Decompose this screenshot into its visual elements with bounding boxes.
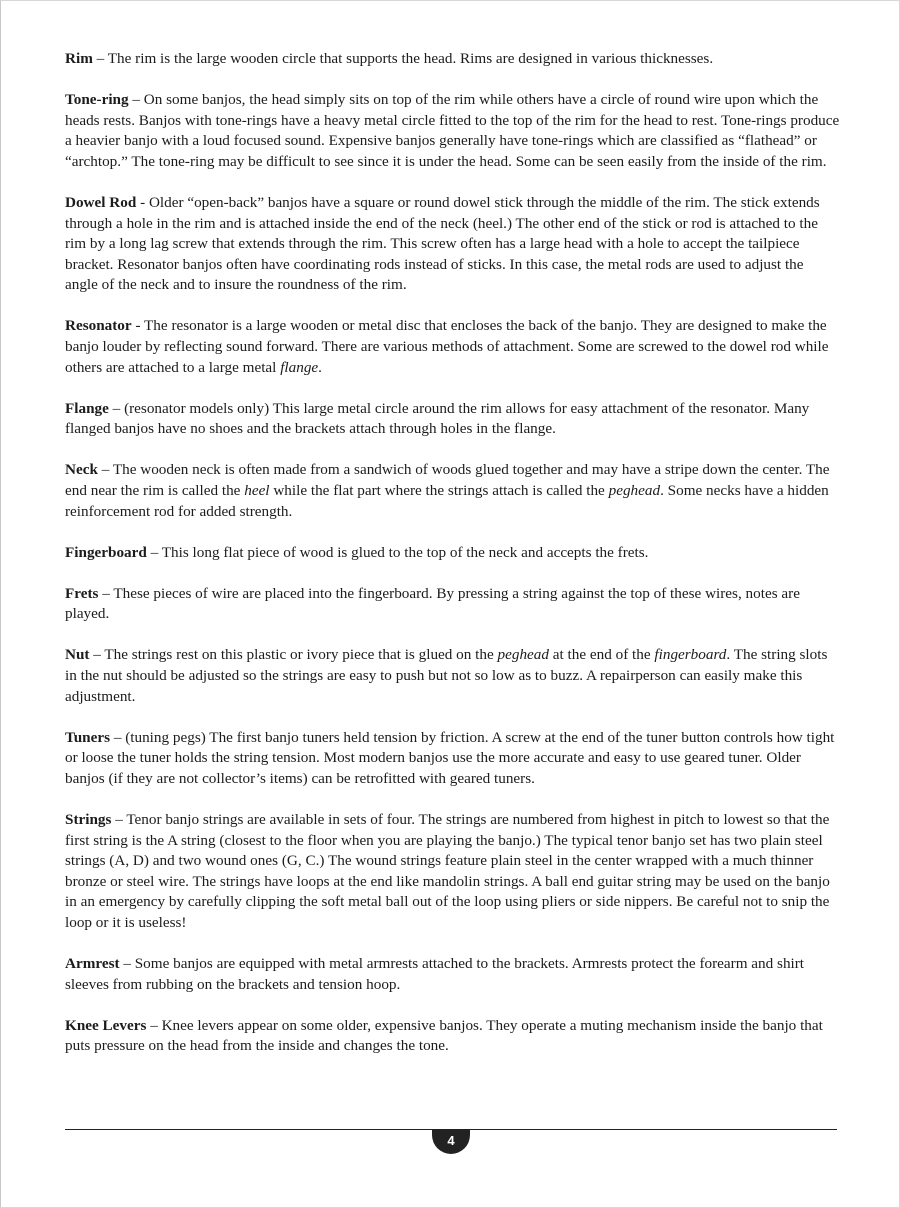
glossary-entry (65, 193, 840, 296)
definition-text: – The wooden neck is often made from a sandwich of woods glued together and may have a stripe down the center. The end near the rim is called the (65, 461, 830, 499)
glossary-entry (65, 49, 840, 70)
glossary-term: Dowel Rod (65, 193, 137, 211)
definition-text: – Tenor banjo strings are available in sets of four. The strings are numbered from highest in pitch to lowest so that the first string is the A string (closest to the floor when you are playing the banjo.) The typical tenor banjo set has two plain steel strings (A, D) and two wound ones (G, C.) The wound strings feature plain steel in the center wrapped with a much thinner bronze or steel wire. The strings have loops at the end like mandolin strings. A ball end guitar string may be used on the banjo in an emergency by carefully clipping the soft metal ball out of the loop using pliers or side nippers. Be careful not to snip the loop or it is useless! (65, 811, 830, 931)
definition-text: . Some necks have a hidden reinforcement rod for added strength. (65, 482, 829, 520)
glossary-term: Knee Levers (65, 1016, 147, 1034)
glossary-entry (65, 584, 840, 625)
definition-text: - The resonator is a large wooden or metal disc that encloses the back of the banjo. They are designed to make the banjo louder by reflecting sound forward. There are various methods of attachment. Some are screwed to the dowel rod while others are attached to a large metal (65, 317, 829, 376)
glossary-entry (65, 728, 840, 790)
definition-text: – The rim is the large wooden circle that supports the head. Rims are designed in various thicknesses. (92, 50, 714, 67)
glossary-entry (65, 316, 840, 378)
glossary-entry (65, 810, 840, 934)
glossary-term: Nut (65, 646, 90, 664)
glossary-entry (65, 460, 840, 522)
glossary-term: Flange (65, 399, 109, 417)
definition-text: . (318, 358, 322, 376)
glossary-term: Tone-ring (65, 91, 129, 109)
definition-text: – This long flat piece of wood is glued to the top of the neck and accepts the frets. (146, 543, 649, 561)
glossary-term: Strings (65, 811, 112, 829)
glossary-entry (65, 645, 840, 707)
glossary-term: Rim (65, 50, 93, 67)
glossary-body (65, 49, 840, 1077)
glossary-entry (65, 543, 840, 564)
definition-text: – The strings rest on this plastic or ivory piece that is glued on the (89, 646, 498, 664)
italic-term-reference: heel (244, 482, 270, 499)
glossary-entry (65, 399, 840, 440)
definition-text: – On some banjos, the head simply sits on top of the rim while others have a circle of round wire upon which the heads rests. Banjos with tone-rings have a heavy metal circle fitted to the top of the rim for the head to rest. Tone-rings produce a heavier banjo with a loud focused sound. Expensive banjos generally have tone-rings which are classified as “flathead” or “archtop.” The tone-ring may be difficult to see since it is under the head. Some can be seen easily from the inside of the rim. (65, 91, 840, 170)
page-number-tab: 4 (432, 1129, 470, 1154)
glossary-term: Tuners (65, 728, 111, 746)
definition-text: – These pieces of wire are placed into the fingerboard. By pressing a string against the top of these wires, notes are played. (65, 584, 800, 623)
glossary-term: Neck (65, 461, 98, 479)
glossary-term: Frets (65, 584, 99, 602)
definition-text: while the flat part where the strings attach is called the (269, 482, 609, 499)
definition-text: – Knee levers appear on some older, expensive banjos. They operate a muting mechanism inside the banjo that puts pressure on the head from the inside and changes the tone. (65, 1016, 823, 1055)
glossary-entry (65, 90, 840, 172)
italic-term-reference: peghead (608, 482, 661, 499)
glossary-term: Fingerboard (65, 543, 147, 561)
definition-text: – (tuning pegs) The first banjo tuners held tension by friction. A screw at the end of the tuner button controls how tight or loose the tuner holds the string tension. Most modern banjos use the more accurate and easy to use geared tuner. Older banjos (if they are not collector’s items) can be retrofitted with geared tuners. (65, 728, 835, 787)
glossary-term: Resonator (65, 317, 132, 335)
glossary-entry (65, 1016, 840, 1057)
definition-text: . The string slots in the nut should be adjusted so the strings are easy to push but not so low as to buzz. A repairperson can easily make this adjustment. (65, 646, 828, 705)
italic-term-reference: fingerboard (654, 646, 727, 664)
definition-text: – (resonator models only) This large metal circle around the rim allows for easy attachment of the resonator. Many flanged banjos have no shoes and the brackets attach through holes in the flange. (65, 399, 810, 438)
definition-text: – Some banjos are equipped with metal armrests attached to the brackets. Armrests protect the forearm and shirt sleeves from rubbing on the brackets and tension hoop. (65, 955, 805, 993)
italic-term-reference: peghead (497, 646, 549, 664)
page-footer (65, 1129, 837, 1155)
glossary-entry (65, 954, 840, 995)
definition-text: at the end of the (548, 646, 655, 664)
glossary-term: Armrest (65, 955, 120, 973)
definition-text: - Older “open-back” banjos have a square or round dowel stick through the middle of the rim. The stick extends through a hole in the rim and is attached inside the end of the neck (heel.) The other end of the stick or rod is attached to the rim by a long lag screw that extends through the rim. This screw often has a large head with a hole to accept the tailpiece bracket. Resonator banjos often have coordinating rods instead of sticks. In this case, the metal rods are used to adjust the angle of the neck and to insure the roundness of the rim. (65, 193, 820, 294)
italic-term-reference: flange (280, 358, 319, 376)
